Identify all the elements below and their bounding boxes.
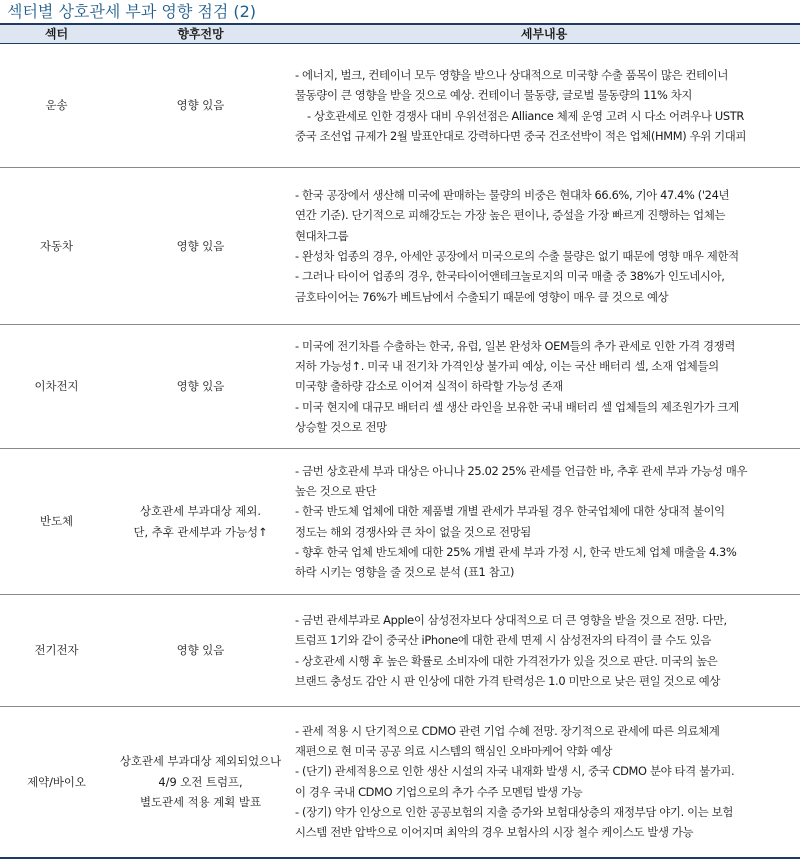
detail-cell [288,44,800,168]
table-row [0,325,800,449]
detail-line: - 상호관세로 인한 경쟁사 대비 우위선점은 Alliance 체제 운영 고려 시 다소 어려우나 USTR [307,108,744,123]
detail-line: 정도는 해외 경쟁사와 큰 차이 없을 것으로 전망됨 [295,524,531,539]
header-outlook: 향후전망 [113,24,288,44]
table-header-row [0,24,800,44]
detail-line: 브랜드 충성도 감안 시 판 인상에 대한 가격 탄력성은 1.0 미만으로 낮은 편일 것으로 예상 [295,673,721,688]
detail-line: - (장기) 약가 인상으로 인한 공공보험의 지출 증가와 보험대상층의 재정부담 야기. 이는 보험 [295,805,733,820]
table-row [0,168,800,325]
sector-cell: 전기전자 [0,595,113,707]
outlook-cell [113,44,288,168]
outlook-cell [113,168,288,325]
sector-impact-table [0,23,800,859]
detail-line: 물동량이 큰 영향을 받을 것으로 예상. 컨테이너 물동량, 글로벌 물동량의 11% 차지 [295,88,693,103]
detail-line: 미국향 출하량 감소로 이어져 실적이 하락할 가능성 존재 [295,379,563,394]
detail-line: - 미국 현지에 대규모 배터리 셀 생산 라인을 보유한 국내 배터리 셀 업체들의 제조원가가 크게 [295,399,739,414]
detail-line: 금호타이어는 76%가 베트남에서 수출되기 때문에 영향이 매우 클 것으로 예상 [295,289,669,304]
sector-cell: 운송 [0,44,113,168]
detail-line: 하락 시키는 영향을 줄 것으로 분석 (표1 참고) [295,565,515,580]
detail-line: 현대차그룹 [295,228,349,243]
detail-line: 높은 것으로 판단 [295,483,377,498]
outlook-line: 상호관세 부과대상 제외. [140,504,261,519]
outlook-cell [113,325,288,449]
table-row [0,449,800,595]
table-row [0,707,800,858]
detail-line: - 금번 관세부과로 Apple이 삼성전자보다 상대적으로 더 큰 영향을 받을 것으로 전망. 다만, [295,612,727,627]
outlook-line: 별도관세 적용 계획 발표 [140,794,261,809]
outlook-line: 영향 있음 [176,98,225,113]
detail-line: - 금번 상호관세 부과 대상은 아니나 25.02 25% 관세를 언급한 바, 추후 관세 부과 가능성 매우 [295,463,748,478]
sector-cell: 이차전지 [0,325,113,449]
sector-cell: 제약/바이오 [0,707,113,858]
detail-cell [288,707,800,858]
table-body [0,44,800,858]
detail-line: 연간 기준). 단기적으로 피해강도는 가장 높은 편이나, 증설을 가장 빠르게 진행하는 업체는 [295,208,726,223]
outlook-line: 4/9 오전 트럼프, [158,774,243,789]
detail-line: - 한국 공장에서 생산해 미국에 판매하는 물량의 비중은 현대차 66.6%, 기아 47.4% ('24년 [295,188,730,203]
detail-line: - 에너지, 벌크, 컨테이너 모두 영향을 받으나 상대적으로 미국향 수출 품목이 많은 컨테이너 [295,67,729,82]
detail-line: - 향후 한국 업체 반도체에 대한 25% 개별 관세 부과 가정 시, 한국 반도체 업체 매출을 4.3% [295,544,737,559]
detail-line: - (단기) 관세적용으로 인한 생산 시설의 자국 내재화 발생 시, 중국 CDMO 분야 타격 불가피. [295,764,735,779]
page-title: 섹터별 상호관세 부과 영향 점검 (2) [7,2,257,21]
outlook-line: 상호관세 부과대상 제외되었으나 [119,754,282,769]
detail-line: 상승할 것으로 전망 [295,419,387,434]
outlook-line: 영향 있음 [176,643,225,658]
detail-line: - 상호관세 시행 후 높은 확률로 소비자에 대한 가격전가가 있을 것으로 판단. 미국의 높은 [295,653,718,668]
outlook-line: 영향 있음 [176,238,225,253]
detail-line: - 완성차 업종의 경우, 아세안 공장에서 미국으로의 수출 물량은 없기 때문에 영향 매우 제한적 [295,249,739,263]
detail-cell [288,595,800,707]
detail-line: - 그러나 타이어 업종의 경우, 한국타이어앤테크놀로지의 미국 매출 중 38%가 인도네시아, [295,269,725,284]
outlook-cell [113,595,288,707]
detail-line: 재편으로 현 미국 공공 의료 시스템의 핵심인 오바마케어 약화 예상 [295,744,613,759]
detail-cell [288,168,800,325]
detail-cell [288,325,800,449]
detail-cell [288,449,800,595]
detail-line: 트럼프 1기와 같이 중국산 iPhone에 대한 관세 면제 시 삼성전자의 타격이 클 수도 있음 [295,633,712,648]
detail-line: 저하 가능성↑. 미국 내 전기차 가격인상 불가피 예상, 이는 국산 배터리 셀, 소재 업체들의 [295,359,719,374]
table-row [0,595,800,707]
detail-line: 중국 조선업 규제가 2월 발표안대로 강력하다면 중국 건조선박이 적은 업체(HMM) 우위 기대피 [295,128,747,143]
outlook-line: 영향 있음 [176,379,225,394]
outlook-cell [113,707,288,858]
detail-line: 이 경우 국내 CDMO 기업으로의 추가 수주 모멘텀 발생 가능 [295,784,583,799]
detail-line: - 미국에 전기차를 수출하는 한국, 유럽, 일본 완성차 OEM들의 추가 관세로 인한 가격 경쟁력 [295,338,735,353]
outlook-cell [113,449,288,595]
detail-line: - 관세 적용 시 단기적으로 CDMO 관련 기업 수혜 전망. 장기적으로 관세에 따른 의료체계 [295,723,720,738]
outlook-line: 단, 추후 관세부과 가능성↑ [133,524,268,539]
sector-cell: 자동차 [0,168,113,325]
sector-cell: 반도체 [0,449,113,595]
table-row [0,44,800,168]
detail-line: 시스템 전반 압박으로 이어지며 최악의 경우 보험사의 시장 철수 케이스도 발생 가능 [295,825,694,840]
header-sector: 섹터 [0,24,113,44]
header-details: 세부내용 [288,24,800,44]
detail-line: - 한국 반도체 업체에 대한 제품별 개별 관세가 부과될 경우 한국업체에 대한 상대적 불이익 [295,504,725,519]
